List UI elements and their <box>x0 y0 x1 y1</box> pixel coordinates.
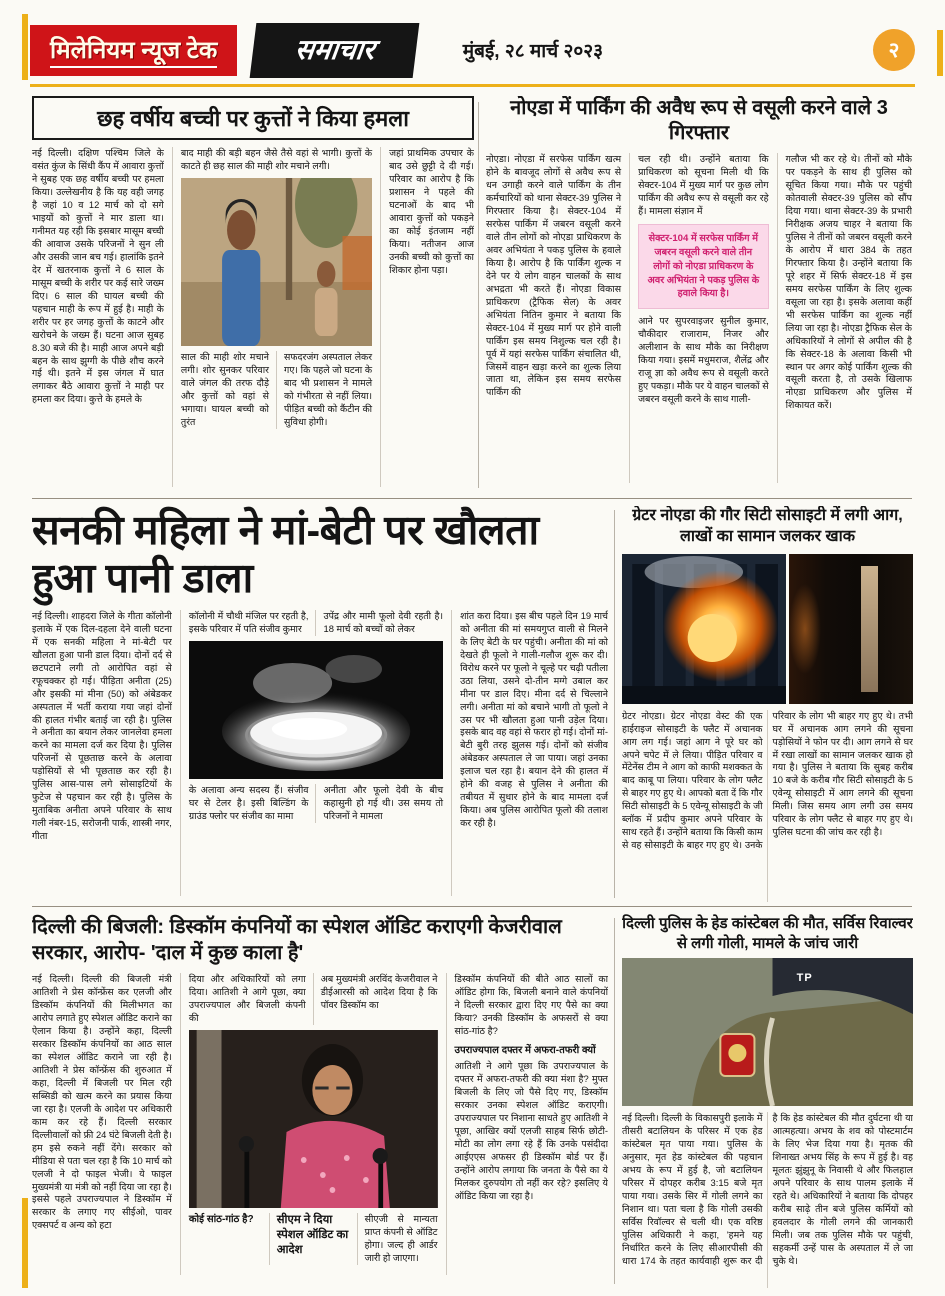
article-police-death <box>622 914 913 1288</box>
masthead <box>250 23 420 78</box>
noida-parking-col3: गलौज भी कर रहे थे। तीनों को मौके पर पकड़ने के साथ ही पुलिस को सूचित किया गया। मौके पर पहुंची कोतवाली सेक्टर-39 पुलिस को सौंप दिया गया। थाना सेक्टर-39 के प्रभारी निरीक्षक अजय चाहर ने बताया कि पुलिस ने तीनों को जबरन वसूली करने के आरोप में धारा 384 के तहत गिरफ्तार किया है। उन्होंने बताया कि पूरे शहर में सिर्फ सेक्टर-18 में इस समय सरफेस पार्किंग के लिए शुल्क वसूला जा रहा है। इसके अलावा कहीं भी सरफेस पार्किंग का शुल्क नहीं लिया जा रहा है। नोएडा ट्रैफिक सेल के अधिकारियों ने लोगों से अपील की है कि सेक्टर-18 के अलावा किसी भी स्थान पर अगर कोई पार्किंग शुल्क की वसूली करता है, तो उसके खिलाफ नोएडा प्राधिकरण और पुलिस में शिकायत करें। <box>777 153 912 483</box>
column-divider <box>478 102 479 488</box>
edge-accent-bottom-left <box>22 1198 28 1288</box>
page-number-badge: २ <box>873 29 915 71</box>
edge-accent-top-right <box>937 30 943 76</box>
fire-photos <box>622 554 913 704</box>
electricity-col4-p1: डिस्कॉम कंपनियों की बीते आठ सालों का ऑडिट होगा कि, बिजली बनाने वाले कंपनियों ने दिल्ली सरकार द्वारा दिए गए पैसे का क्या किया? उनकी डिस्कॉम के अफसरों से क्या सांठ-गांठ है? <box>454 973 608 1036</box>
fire-photo-interior <box>789 554 913 704</box>
noida-parking-mid-column <box>629 153 769 483</box>
police-headline: दिल्ली पुलिस के हेड कांस्टेबल की मौत, सर्विस रिवाल्वर से लगी गोली, मामले के जांच जारी <box>622 915 913 952</box>
boiling-water-col1: नई दिल्ली। शाहदरा जिले के गीता कॉलोनी इलाके में एक दिल-दहला देने वाली घटना में एक सनकी महिला ने मां-बेटी पर खौलता हुआ पानी डाल दिया। दोनों दर्द से छटपटाने लगी तो आरोपित वहां से रफूचक्कर हो गई। पीड़िता अनीता (25) और इसकी मां मीना (50) को अंबेडकर अस्पताल में भर्ती कराया गया जहां दोनों की हालत गंभीर बताई जा रही है। पुलिस ने अनीता का बयान लेकर जानलेवा हमला करने का मामला दर्ज कर दिया है। पुलिस परिजनों से पूछताछ करने के अलावा पड़ोसियों से भी पूछताछ कर रही है। पुलिस आस-पास लगे सोसाइटियों के फुटेज से पहचान कर रही है। पुलिस के मुताबिक अनीता अपने परिवार के साथ गली नंबर-15, सरोजनी पार्क, शास्त्री नगर, गीता <box>32 609 172 842</box>
dog-attack-mid-top: बाद माही की बड़ी बहन जैसे तैसे वहां से भागी। कुत्तों के काटते ही छह साल की माही शोर मचाने लगी। <box>180 147 373 171</box>
fire-headline: ग्रेटर नोएडा की गौर सिटी सोसाइटी में लगी आग, लाखों का सामान जलकर खाक <box>632 507 903 545</box>
dog-attack-mid-bottom-left: साल की माही शोर मचाने लगी। शोर सुनकर परिवार वाले जंगल की तरफ दौड़े और कुत्तों को वहां से भगाया। घायल बच्ची को तुरंत <box>180 350 269 427</box>
boiling-water-photo <box>189 641 443 779</box>
burnt-door <box>861 566 878 692</box>
electricity-subhead: उपराज्यपाल दफ्तर में अफरा-तफरी क्यों <box>454 1044 596 1056</box>
electricity-col4 <box>446 973 609 1275</box>
noida-parking-mid-top: चल रही थी। उन्होंने बताया कि प्राधिकरण को सूचना मिली थी कि सेक्टर-104 में मुख्य मार्ग पर कुछ लोग पार्किंग की अवैध रूप से वसूली कर रहे हैं। मामला संज्ञान में <box>638 153 769 216</box>
column-divider <box>614 918 615 1284</box>
dog-attack-mid-bottom-right: सफदरजंग अस्पताल लेकर गए। कि पहले जो घटना के बाद भी प्रशासन ने मामले को गंभीरता से नहीं लिया। पीड़ित बच्ची को कैंटीन की सुविधा होगी। <box>276 351 372 429</box>
column-divider <box>614 510 615 898</box>
boiling-water-mid-bottom-right: अनीता और फूलो देवी के बीच कहासुनी हो गई थी। उस समय तो परिजनों ने मामला <box>315 784 443 823</box>
boiling-water-mid-bottom-left: के अलावा अन्य सदस्य हैं। संजीव घर से टेलर है। इसी बिल्डिंग के ग्राउंड फ्लोर पर संजीव का मामा <box>188 783 309 821</box>
police-cap-text: TP <box>796 972 813 984</box>
electricity-col1: नई दिल्ली। दिल्ली की बिजली मंत्री आतिशी ने प्रेस कॉन्फ्रेंस कर एलजी और डिस्कॉम कंपनियों की मिलीभगत का आरोप लगाते हुए स्पेशल ऑडिट कराने का ऐलान किया है। उन्होंने कहा, दिल्ली सरकार डिस्कॉम कंपनियों का आठ साल का स्पेशल ऑडिट कराने जा रही है। आतिशी ने प्रेस कॉन्फ्रेंस की शुरुआत में कहा, दिल्ली में बिजली पर मिल रही सब्सिडी को खत्म करने का प्रयास किया जा रहा है। एलजी के आदेश पर अधिकारी काम कर रहे हैं। दिल्ली सरकार दिल्लीवालों को फ्री 24 घंटे बिजली देती है। हम इसे रुकने नहीं देंगे। सरकार को मीडिया से पता चल रहा है कि 10 मार्च को एलजी ने दो फाइल भेजी। ये फाइल मुख्यमंत्री या मंत्री को नहीं दिया जा रहा है। इससे पहले उपराज्यपाल ने डिस्कॉम में सरकार के लगाए गए सीईओ, पावर एक्सपर्ट व अन्य को हटा <box>32 973 172 1231</box>
boiling-water-mid-column <box>180 610 443 896</box>
article-electricity-audit <box>32 914 608 1288</box>
article-noida-parking <box>486 96 912 494</box>
brand-logo <box>30 25 237 76</box>
fire-body: ग्रेटर नोएडा। ग्रेटर नोएडा वेस्ट की एक हाईराइज सोसाइटी के फ्लैट में अचानक आग लग गई। जहां आग ने पूरे घर को अपने चपेट में ले लिया। पीड़ित परिवार व मेंटेनेंस टीम ने आग को काफी मशक्कत के बाद काबू पा लिया। परिवार के लोग फ्लैट से बाहर गए हुए थे। आपको बता दें कि गौर सिटी सोसाइटी के 5 एवेन्यू सोसाइटी के जी ब्लॉक में प्रदीप कुमार अपने परिवार के साथ रहते हैं। उन्होंने बताया कि किसी काम से वह सोसाइटी के बाहर गए हुए थे। उनके परिवार के लोग भी बाहर गए हुए थे। तभी घर में अचानक आग लगने की सूचना पड़ोसियों ने फोन पर दी। आग लगने से घर में रखा लाखों का सामान जलकर खाक हो गया है। पुलिस ने बताया कि सुबह करीब 10 बजे के करीब गौर सिटी सोसाइटी के 5 एवेन्यू सोसाइटी में आग लगने की सूचना मिली। जिस समय आग लगी उस समय परिवार के लोग फ्लैट से बाहर गए हुए थे। पुलिस घटना की जांच कर रही है। <box>622 709 913 851</box>
dog-attack-mid-column <box>172 147 372 487</box>
electricity-mid-column <box>180 973 438 1275</box>
boiling-water-col4: शांत करा दिया। इस बीच पहले दिन 19 मार्च को अनीता की मां समयगुप्त वाली से मिलने के लिए बेटी के घर पहुंची। अनीता की मां को देखते ही फूलो ने गाली-गलौज शुरू कर दी। विरोध करने पर फूलो ने चूल्हे पर चढ़ी पतीला उठा लिया, उसने दो-तीन मग्गे उबाल कर मीना पर डाल दिए। मीना दर्द से चिल्लाने लगी। अनीता मां को बचाने भागी तो फूलो ने उस पर भी खौलता हुआ पानी उड़ेल दिया। इसके बाद वह वहां से फरार हो गई। दोनों मां-बेटी बुरी तरह झुलस गई। दोनों को संजीव अंबेडकर अस्पताल ले जा पाया। जहां उनका इलाज चल रहा है। बयान देने की हालत में होने की वजह से पुलिस ने अनीता की तबीयत में सुधार होने के बाद मामला दर्ज किया। अब पुलिस आरोपित फूलो की तलाश कर रही है। <box>451 610 608 896</box>
article-fire <box>622 506 913 902</box>
police-body: नई दिल्ली। दिल्ली के विकासपुरी इलाके में तीसरी बटालियन के परिसर में एक हेड कांस्टेबल मृत पाया गया। पुलिस के अनुसार, मृत हेड कांस्टेबल की पहचान अभय के रूप में हुई है, जो बटालियन परिसर में दोपहर करीब 3:15 बजे मृत पाया गया। उसके सिर में गोली लगने का निशान था। पता चला है कि गोली उसकी सर्विस रिवॉल्वर से चली थी। एक वरिष्ठ पुलिस अधिकारी ने कहा, 'हमने यह निर्धारित करने के लिए सीआरपीसी की धारा 174 के तहत कार्यवाही शुरू कर दी है कि हेड कांस्टेबल की मौत दुर्घटना थी या आत्महत्या। अभय के शव को पोस्टमार्टम के लिए भेज दिया गया है। मृतक की शिनाख्त अभय सिंह के रूप में हुई है। वह मूलतः झुंझुनू के निवासी थे और फिलहाल अपने परिवार के साथ पालम इलाके में रहते थे। अधिकारियों ने बताया कि दोपहर करीब साढ़े तीन बजे पुलिस कर्मियों को हवलदार के गोली लगने की जानकारी मिली। जब तक पुलिस मौके पर पहुंची, सहकर्मी उन्हें पास के अस्पताल में ले जा चुके थे। <box>622 1112 913 1266</box>
edge-accent-top-left <box>22 14 28 80</box>
photo-caption-question: कोई सांठ-गांठ है? <box>188 1213 254 1225</box>
boiling-water-headline: सनकी महिला ने मां-बेटी पर खौलता हुआ पानी डाला <box>32 507 539 602</box>
noida-parking-mid-bottom: आने पर सुपरवाइजर सुनील कुमार, चौकीदार राजाराम, निजर और अलीशान के साथ मौके का निरीक्षण किया गया। इसमें मधुमराज, शैलेंद्र और राजू ज्ञा को अवैध रूप से वसूली करते हुए पकड़ा। मौके पर ये वाहन चालकों से जबरन वसूली करने के साथ गाली- <box>638 315 769 405</box>
noida-parking-highlight-box: सेक्टर-104 में सरफेस पार्किंग में जबरन वसूली करने वाले तीन लोगों को नोएडा प्राधिकरण के अवर अभियंता ने पकड़ पुलिस के हवाले किया है। <box>638 224 769 310</box>
fire-photo-building <box>622 554 786 704</box>
section-rule <box>32 906 912 907</box>
brand-text: मिलेनियम न्यूज टेक <box>50 37 217 68</box>
boiling-water-mid-top-right: उपेंद्र और मामी फूलो देवी रहती है। 18 मार्च को बच्चों को लेकर <box>315 610 443 636</box>
masthead-text: समाचार <box>293 34 377 66</box>
section-rule <box>32 498 912 499</box>
electricity-mid-bottom-right: सीएजी से मान्यता प्राप्त कंपनी से ऑडिट होगा। जल्द ही आर्डर जारी हो जाएगा। <box>357 1213 438 1265</box>
article-dog-attack <box>32 96 474 494</box>
noida-parking-headline: नोएडा में पार्किंग की अवैध रूप से वसूली करने वाले 3 गिरफ्तार <box>510 97 888 144</box>
dog-attack-photo <box>181 178 372 346</box>
electricity-col4-p2: आतिशी ने आगे पूछा कि उपराज्यपाल के दफ्तर में अफरा-तफरी की क्या मंशा है? मुफ्त बिजली के लिए जो पैसे दिए गए, डिस्कॉम सरकार उनका स्पेशल ऑडिट कराएगी। उपराज्यपाल पर निशाना साधते हुए आतिशी ने पूछा, आखिर क्यों एलजी साहब सिर्फ छोटी-मोटी का लोग लगा रहे हैं कि उनके पसंदीदा आईएएस अफसर ही डिस्कॉम बोर्ड पर हैं। उन्होंने आरोप लगाया कि जनता के पैसे का ये मिलकर दुरुपयोग तो नहीं कर रहे? इसलिए ये ऑडिट किया जा रहा है। <box>454 1059 608 1201</box>
minister-press-conference-photo <box>189 1030 438 1208</box>
noida-parking-col1: नोएडा। नोएडा में सरफेस पार्किंग खत्म होने के बावजूद लोगों से अवैध रूप से धन उगाही करने वाले पार्किंग के तीन कर्मचारियों को थाना सेक्टर-39 पुलिस ने गिरफ्तार किया है। सेक्टर-104 में सरफेस पार्किंग में जबरन वसूली करने वाले तीन लोगों को नोएडा प्राधिकरण के अवर अभियंता ने पकड़ पुलिस के हवाले किया है। आरोप है कि पार्किंग शुल्क न देने पर ये लोग वाहन चालकों के साथ अभद्रता भी करते हैं। नोएडा विकास प्राधिकरण (ट्रैफिक सेल) के अवर अभियंता नितिन कुमार ने बताया कि सेक्टर-104 में मुख्य मार्ग पर होने वाली पार्किंग इस समय निशुल्क चल रही है। पूर्व में यहां सरफेस पार्किंग संचालित थी, जिसमें वाहन खड़ा करने का शुल्क लिया जाता था, लेकिन इस समय सरफेस पार्किंग की <box>486 153 622 398</box>
dog-attack-col1: नई दिल्ली। दक्षिण पश्चिम जिले के वसंत कुंज के सिंधी कैंप में आवारा कुत्तों ने सुबह एक छह वर्षीय बच्ची पर हमला किया। उल्लेखनीय है कि यह वही जगह है जहां 10 व 12 मार्च को दो सगे भाइयों को कुत्तों ने मार डाला था। गनीमत यह रही कि इसबार मासूम बच्ची की आवाज उसके परिजनों ने सुन ली और उसकी जान बच गई। हालांकि इतने देर में खतरनाक कुत्तों ने 6 साल के मासूम बच्ची के शरीर पर कई सारे जख्म दिए। 6 साल की घायल बच्ची की पहचान माही के रूप में हुई है। माही के शरीर पर हर जगह कुत्तों के काटने और खरोचने के जख्म हैं। घटना आज सुबह 8.30 बजे की है। माही आज अपने बड़ी बहन के साथ झुग्गी के पीछे शौच करने गई थी। इतने में इस जंगल में घात लगाकर बैठे आवारा कुत्तों ने माही पर हमला कर दिया। कुत्ते के हमले के <box>32 147 164 405</box>
electricity-headline: दिल्ली की बिजली: डिस्कॉम कंपनियों का स्पेशल ऑडिट कराएगी केजरीवाल सरकार, आरोप- 'दाल में कुछ काला है' <box>32 916 562 964</box>
police-officer-photo <box>622 958 913 1106</box>
fire-glow <box>789 584 821 674</box>
dog-attack-col3: जहां प्राथमिक उपचार के बाद उसे छुट्टी दे दी गई। परिवार का आरोप है कि प्रशासन ने पहले की घटनाओं के बाद भी आवारा कुत्तों को पकड़ने का कोई इंतजाम नहीं किया। नतीजन आज उनकी बच्ची को कुत्तों का शिकार होना पड़ा। <box>380 147 474 487</box>
article-boiling-water <box>32 506 608 902</box>
electricity-mid-top-right: अब मुख्यमंत्री अरविंद केजरीवाल ने डीईआरसी को आदेश दिया है कि पॉवर डिस्कॉम का <box>313 973 438 1025</box>
header-rule <box>30 84 915 87</box>
dateline: मुंबई, २८ मार्च २०२३ <box>462 41 604 62</box>
page-header <box>30 22 915 78</box>
dog-attack-headline: छह वर्षीय बच्ची पर कुत्तों ने किया हमला <box>32 96 474 140</box>
boiling-water-mid-top-left: कॉलोनी में चौथी मंजिल पर रहती है, इसके परिवार में पति संजीव कुमार <box>188 609 309 634</box>
electricity-mid-top-left: दिया और अधिकारियों को लगा दिया। आतिशी ने आगे पूछा, क्या उपराज्यपाल और बिजली कंपनी की <box>188 973 306 1023</box>
photo-caption-order: सीएम ने दिया स्पेशल ऑडिट का आदेश <box>269 1213 350 1265</box>
